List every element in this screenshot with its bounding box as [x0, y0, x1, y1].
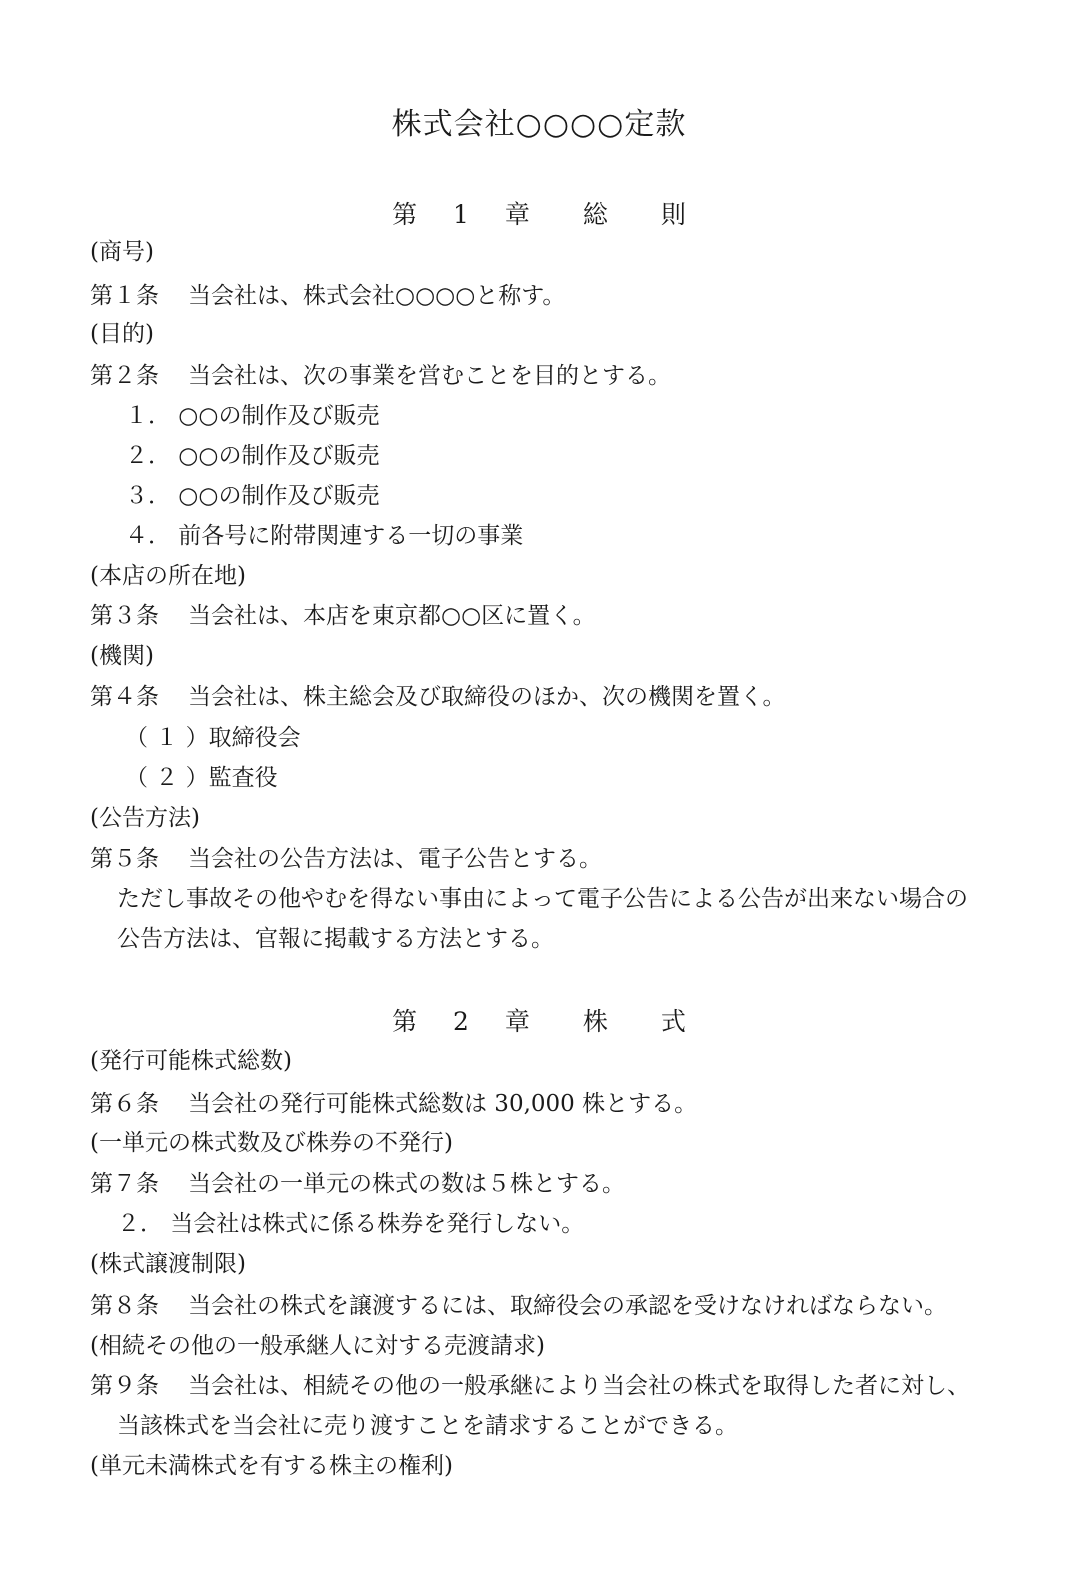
article-4 — [90, 681, 1020, 713]
article-4-text: 当会社は、株主総会及び取締役のほか、次の機関を置く。 — [188, 684, 786, 710]
article-7-caption: (一単元の株式数及び株券の不発行) — [90, 1130, 453, 1156]
article-1-text: 当会社は、株式会社○○○○と称す。 — [188, 283, 566, 309]
article-7-text: 当会社の一単元の株式の数は５株とする。 — [188, 1171, 625, 1197]
article-5-text: 当会社の公告方法は、電子公告とする。 — [188, 846, 602, 872]
article-2-item: １． ○○の制作及び販売 — [125, 403, 380, 429]
article-6-caption: (発行可能株式総数) — [90, 1048, 292, 1074]
article-2-item: ２． ○○の制作及び販売 — [125, 443, 380, 469]
article-4-caption: (機関) — [90, 643, 154, 669]
article-2-number: 第２条 — [90, 363, 159, 389]
article-9-continuation: 当該株式を当会社に売り渡すことを請求することができる。 — [117, 1413, 738, 1439]
article-7 — [90, 1168, 1020, 1200]
article-9-number: 第９条 — [90, 1373, 159, 1399]
article-3-caption: (本店の所在地) — [90, 563, 246, 589]
article-5-caption: (公告方法) — [90, 805, 200, 831]
article-3-number: 第３条 — [90, 603, 159, 629]
article-6-text: 当会社の発行可能株式総数は 30,000 株とする。 — [188, 1091, 698, 1117]
article-9-caption: (相続その他の一般承継人に対する売渡請求) — [90, 1333, 545, 1359]
article-5-number: 第５条 — [90, 846, 159, 872]
article-5-continuation: 公告方法は、官報に掲載する方法とする。 — [117, 926, 554, 952]
article-2-item: ３． ○○の制作及び販売 — [125, 483, 380, 509]
document-title: 株式会社○○○○定款 — [391, 107, 687, 142]
article-2-caption: (目的) — [90, 321, 154, 347]
article-8-number: 第８条 — [90, 1293, 159, 1319]
article-5 — [90, 843, 1020, 875]
article-8-caption: (株式譲渡制限) — [90, 1251, 246, 1277]
article-1-number: 第１条 — [90, 283, 159, 309]
article-7-item: ２． 当会社は株式に係る株券を発行しない。 — [117, 1211, 585, 1237]
article-2-text: 当会社は、次の事業を営むことを目的とする。 — [188, 363, 671, 389]
article-7-number: 第７条 — [90, 1171, 159, 1197]
article-3 — [90, 600, 1020, 632]
article-5-continuation: ただし事故その他やむを得ない事由によって電子公告による公告が出来ない場合の — [117, 886, 968, 912]
article-10-caption: (単元未満株式を有する株主の権利) — [90, 1453, 453, 1479]
article-6 — [90, 1088, 1020, 1120]
article-1 — [90, 280, 1020, 312]
article-2-item: ４． 前各号に附帯関連する一切の事業 — [125, 523, 524, 549]
article-9 — [90, 1370, 1020, 1402]
article-9-text: 当会社は、相続その他の一般承継により当会社の株式を取得した者に対し、 — [188, 1373, 970, 1399]
article-2 — [90, 360, 1020, 392]
article-6-number: 第６条 — [90, 1091, 159, 1117]
article-3-text: 当会社は、本店を東京都○○区に置く。 — [188, 603, 596, 629]
chapter-1-heading: 第 1 章 総 則 — [392, 200, 700, 229]
article-4-number: 第４条 — [90, 684, 159, 710]
article-4-item: （ １ ）取締役会 — [125, 725, 301, 751]
article-8 — [90, 1290, 1020, 1322]
article-4-item: （ ２ ）監査役 — [125, 765, 278, 791]
article-1-caption: (商号) — [90, 239, 154, 265]
article-8-text: 当会社の株式を譲渡するには、取締役会の承認を受けなければならない。 — [188, 1293, 947, 1319]
chapter-2-heading: 第 2 章 株 式 — [392, 1007, 700, 1036]
